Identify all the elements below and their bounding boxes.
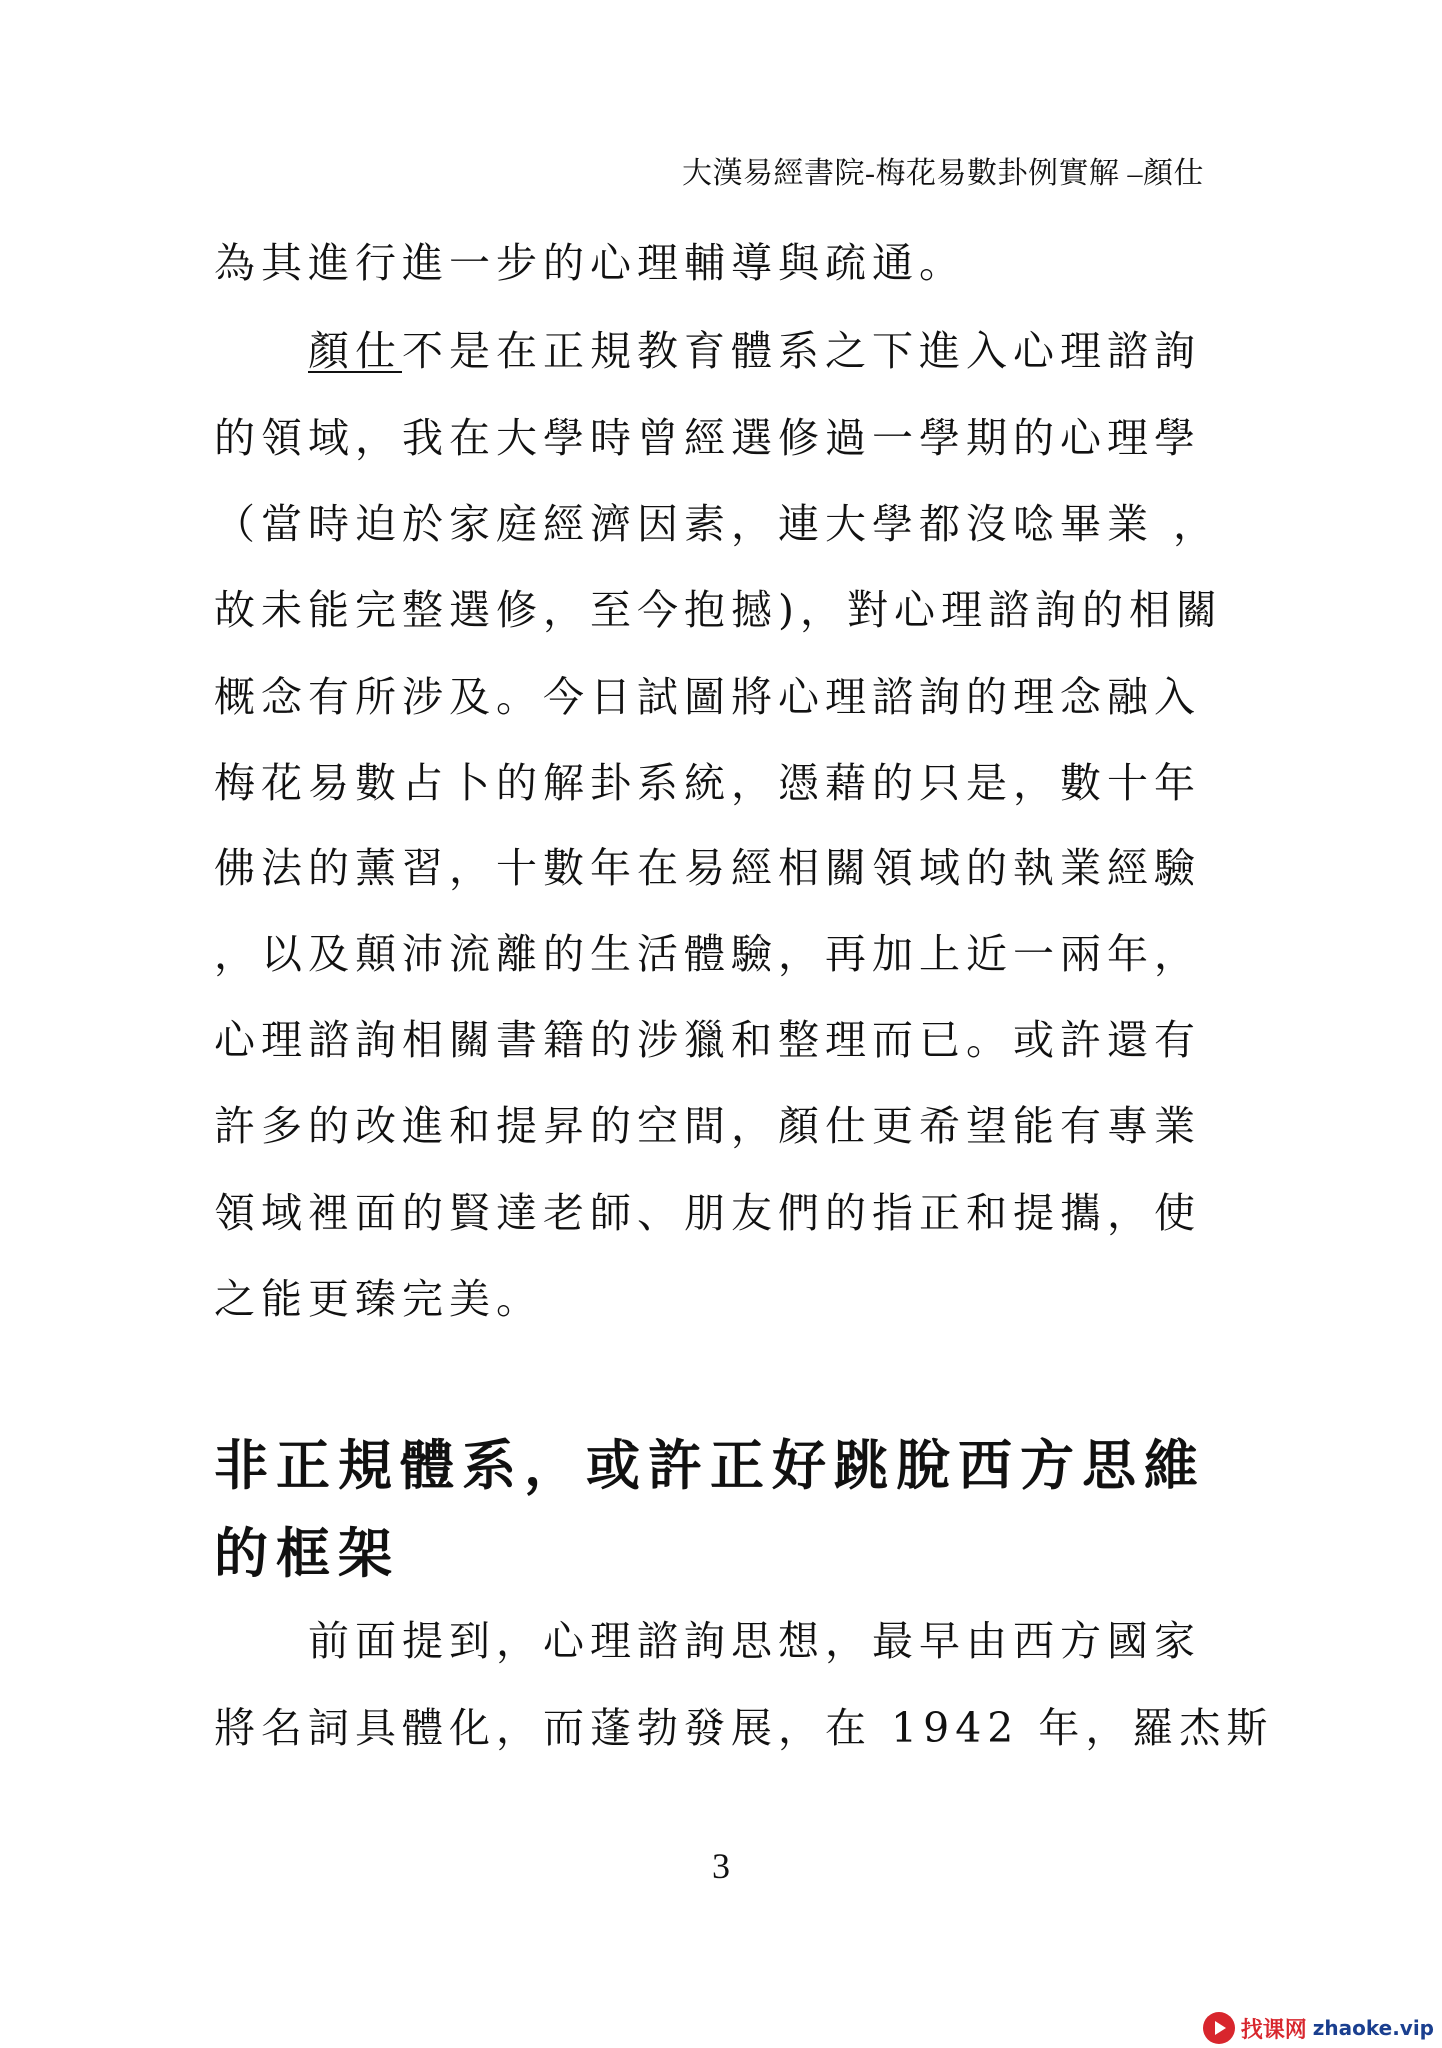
body-line xyxy=(214,321,1228,381)
body-line: 為其進行進一步的心理輔導與疏通。 xyxy=(214,239,966,287)
watermark-cn-text: 找课网 xyxy=(1240,2017,1307,2043)
section-heading: 的框架 xyxy=(214,1522,400,1585)
body-line: 許多的改進和提昇的空間，顏仕更希望能有專業 xyxy=(214,1102,1201,1150)
body-line: 概念有所涉及。今日試圖將心理諮詢的理念融入 xyxy=(214,673,1201,721)
watermark-en-text: zhaoke.vip xyxy=(1312,2016,1434,2040)
body-line-text: 前面提到，心理諮詢思想，最早由西方國家 xyxy=(308,1617,1201,1665)
body-line: ，以及顛沛流離的生活體驗，再加上近一兩年， xyxy=(214,930,1201,978)
running-header: 大漢易經書院-梅花易數卦例實解 –顏仕 xyxy=(682,157,1204,190)
body-line: 故未能完整選修，至今抱撼)，對心理諮詢的相關 xyxy=(214,586,1223,634)
body-line: 之能更臻完美。 xyxy=(214,1275,543,1323)
page-number: 3 xyxy=(712,1846,730,1886)
play-logo-icon xyxy=(1203,2012,1235,2044)
body-line-text: 不是在正規教育體系之下進入心理諮詢 xyxy=(402,327,1201,375)
body-line: 的領域，我在大學時曾經選修過一學期的心理學 xyxy=(214,414,1201,462)
author-name-underlined: 顏仕 xyxy=(308,327,402,375)
body-line xyxy=(214,1611,1228,1671)
body-line: 將名詞具體化，而蓬勃發展，在 1942 年，羅杰斯 xyxy=(214,1704,1274,1752)
watermark xyxy=(1203,2012,1434,2044)
body-line: 梅花易數占卜的解卦系統，憑藉的只是，數十年 xyxy=(214,759,1201,807)
body-line: 心理諮詢相關書籍的涉獵和整理而已。或許還有 xyxy=(214,1016,1201,1064)
body-line: （當時迫於家庭經濟因素，連大學都沒唸畢業 ， xyxy=(214,500,1221,548)
body-line: 領域裡面的賢達老師、朋友們的指正和提攜，使 xyxy=(214,1189,1201,1237)
section-heading: 非正規體系，或許正好跳脫西方思維 xyxy=(214,1434,1206,1497)
body-line: 佛法的薰習，十數年在易經相關領域的執業經驗 xyxy=(214,844,1201,892)
